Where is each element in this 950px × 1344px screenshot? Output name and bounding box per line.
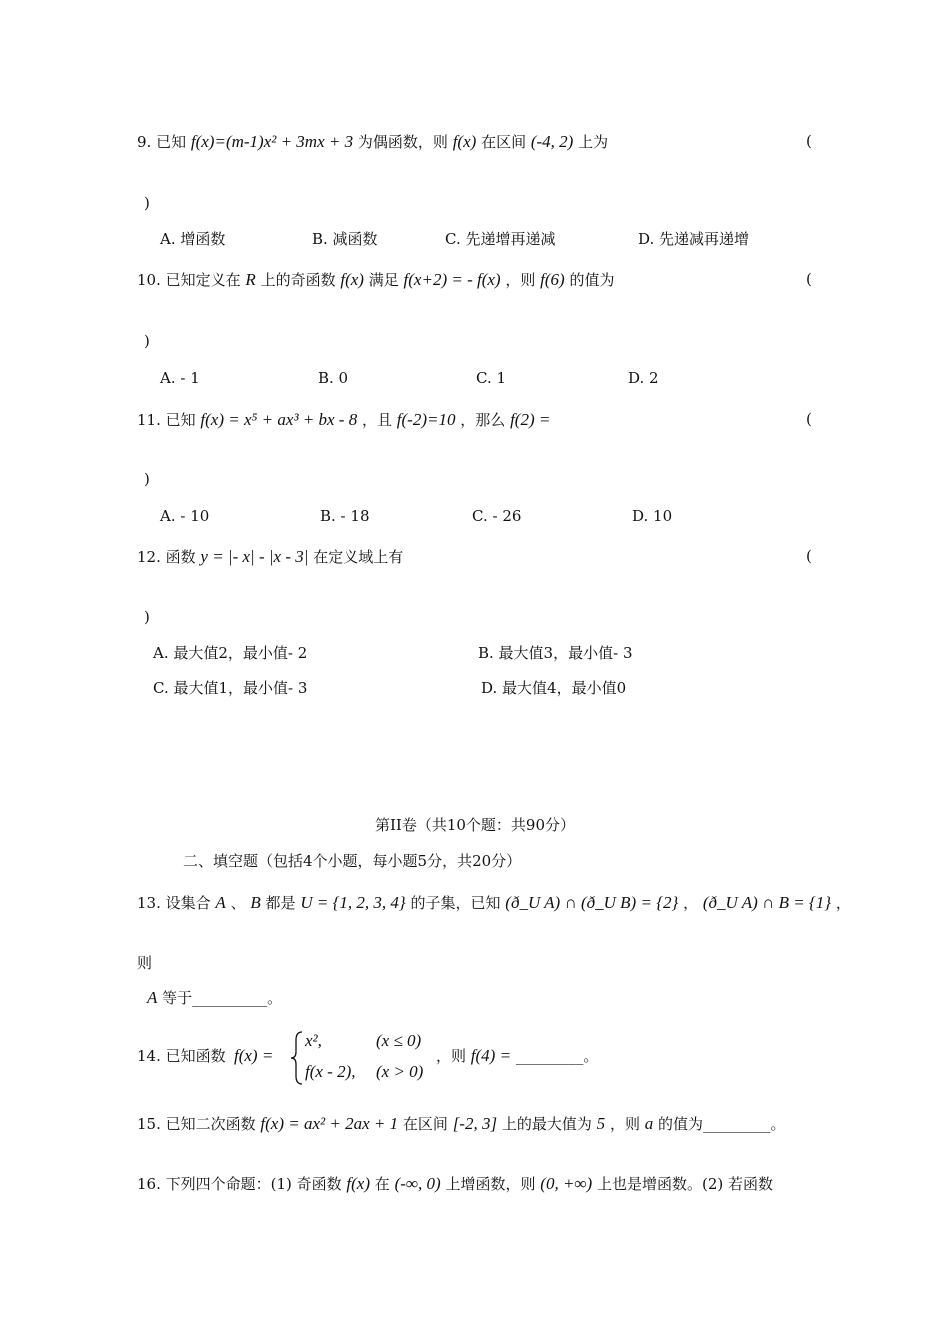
q11-close-paren: ): [144, 470, 150, 488]
q16-fx: f(x): [346, 1174, 371, 1193]
q15-stem-pre: 15. 已知二次函数: [137, 1115, 256, 1133]
q14-blank: _________。: [515, 1047, 599, 1065]
q10-stem: [137, 270, 615, 290]
q12-stem: [137, 547, 403, 567]
q13-U: U = {1, 2, 3, 4}: [300, 893, 406, 912]
q12-close-paren: ): [144, 608, 150, 626]
q13-comma: ，: [683, 894, 699, 912]
q13-line2: 则: [137, 954, 153, 972]
q11-option-d: D. 10: [632, 507, 673, 525]
q11-stem-pre: 11. 已知: [137, 411, 196, 429]
q11-option-b: B. - 18: [320, 507, 370, 525]
q9-close-paren: ): [144, 194, 150, 212]
q11-option-a: A. - 10: [160, 507, 210, 525]
q13-A: A: [215, 893, 226, 912]
q15-formula: f(x) = ax² + 2ax + 1: [260, 1114, 399, 1133]
q13-line3: [147, 988, 282, 1008]
q10-f6: f(6): [540, 270, 565, 289]
section-subtitle: 二、填空题（包括4个小题，每小题5分，共20分）: [183, 852, 522, 870]
q12-option-d: D. 最大值4，最小值0: [481, 679, 627, 697]
q10-R: R: [245, 270, 256, 289]
q10-option-a: A. - 1: [160, 369, 200, 387]
q15-stem-post: 的值为_________。: [658, 1115, 786, 1133]
q11-cond: f(-2)=10: [396, 410, 456, 429]
q14-case2-cond: (x > 0): [376, 1062, 424, 1081]
q11-stem-mid2: ，那么: [460, 411, 506, 429]
q9-fx: f(x): [452, 132, 477, 151]
q12-stem-post: 在定义域上有: [313, 548, 404, 566]
q15-stem-mid2: 上的最大值为: [501, 1115, 592, 1133]
q12-open-paren: (: [806, 547, 812, 565]
q10-fx: f(x): [340, 270, 364, 289]
q15-a: a: [644, 1114, 654, 1133]
q16-stem: [137, 1174, 773, 1194]
q11-open-paren: (: [806, 410, 812, 428]
q12-option-a: A. 最大值2，最小值- 2: [153, 644, 308, 662]
q11-ask: f(2) =: [510, 410, 551, 429]
q14-case1-cond: (x ≤ 0): [376, 1031, 422, 1050]
q13-B: B: [250, 893, 261, 912]
q10-option-d: D. 2: [628, 369, 659, 387]
q10-stem-pre: 10. 已知定义在: [137, 271, 241, 289]
q9-open-paren: (: [806, 132, 812, 150]
q14-tail: [436, 1046, 598, 1066]
q10-stem-mid: 上的奇函数: [260, 271, 336, 289]
q12-option-b: B. 最大值3，最小值- 3: [478, 644, 633, 662]
q13-cond1: (ð_U A) ∩ (ð_U B) = {2}: [505, 893, 679, 912]
q11-option-c: C. - 26: [472, 507, 522, 525]
q9-formula: f(x)=(m-1)x² + 3mx + 3: [190, 132, 354, 151]
q11-stem: [137, 410, 550, 430]
q10-cond: f(x+2) = - f(x): [403, 270, 501, 289]
q16-interval2: (0, +∞): [540, 1174, 593, 1193]
q9-option-a: A. 增函数: [160, 230, 226, 248]
q14-stem-pre: 14. 已知函数: [137, 1047, 226, 1065]
q14-brace-path: [291, 1032, 302, 1084]
q13-line3-A: A: [147, 988, 158, 1007]
q16-stem-mid: 在: [374, 1175, 390, 1193]
section-title: 第II卷（共10个题：共90分）: [374, 816, 576, 834]
q13-cond2: (ð_U A) ∩ B = {1}: [702, 893, 832, 912]
q15-stem-mid: 在区间: [402, 1115, 448, 1133]
q9-interval: (-4, 2): [530, 132, 574, 151]
q10-stem-post: 的值为: [569, 271, 615, 289]
q14-brace: [290, 1030, 304, 1086]
q12-formula: y = |- x| - |x - 3|: [200, 547, 309, 566]
q16-stem-mid2: 上增函数，则: [445, 1175, 536, 1193]
q9-stem-mid2: 在区间: [481, 133, 527, 151]
q16-stem-pre: 16. 下列四个命题：(1) 奇函数: [137, 1175, 342, 1193]
q10-open-paren: (: [806, 270, 812, 288]
q12-stem-pre: 12. 函数: [137, 548, 196, 566]
q15-stem: [137, 1114, 786, 1134]
q10-option-c: C. 1: [476, 369, 507, 387]
q14-ask: f(4) =: [470, 1046, 512, 1065]
q13-stem-pre: 13. 设集合: [137, 894, 211, 912]
q9-option-d: D. 先递减再递增: [638, 230, 750, 248]
q9-option-c: C. 先递增再递减: [445, 230, 556, 248]
q11-formula: f(x) = x⁵ + ax³ + bx - 8: [200, 410, 358, 429]
q9-stem-mid: 为偶函数，则: [357, 133, 448, 151]
q15-val: 5: [596, 1114, 606, 1133]
q14-case1: x²,: [305, 1031, 322, 1050]
q9-stem-post: 上为: [578, 133, 609, 151]
q13-stem-mid: 都是: [265, 894, 296, 912]
q10-close-paren: ): [144, 332, 150, 350]
q13-sep: 、: [230, 894, 246, 912]
q16-stem-post: 上也是增函数。(2) 若函数: [596, 1175, 774, 1193]
q16-interval1: (-∞, 0): [394, 1174, 441, 1193]
q13-line1: [137, 893, 851, 913]
q15-stem-mid3: ，则: [609, 1115, 640, 1133]
q12-option-c: C. 最大值1，最小值- 3: [153, 679, 308, 697]
q10-stem-mid2: 满足: [368, 271, 399, 289]
q11-stem-mid: ，且: [362, 411, 393, 429]
q10-option-b: B. 0: [318, 369, 349, 387]
q14-stem-mid: ，则: [436, 1047, 467, 1065]
q13-tail: ，: [835, 894, 851, 912]
q10-stem-mid3: ，则: [505, 271, 536, 289]
q14-fx: f(x) =: [234, 1046, 274, 1065]
q14-case2: f(x - 2),: [305, 1062, 356, 1081]
q13-stem-mid2: 的子集，已知: [410, 894, 501, 912]
q9-option-b: B. 减函数: [312, 230, 378, 248]
q9-stem-pre: 9. 已知: [137, 133, 187, 151]
q13-line3-text: 等于__________。: [162, 989, 283, 1007]
q9-stem: [137, 132, 608, 152]
q15-interval: [-2, 3]: [452, 1114, 498, 1133]
